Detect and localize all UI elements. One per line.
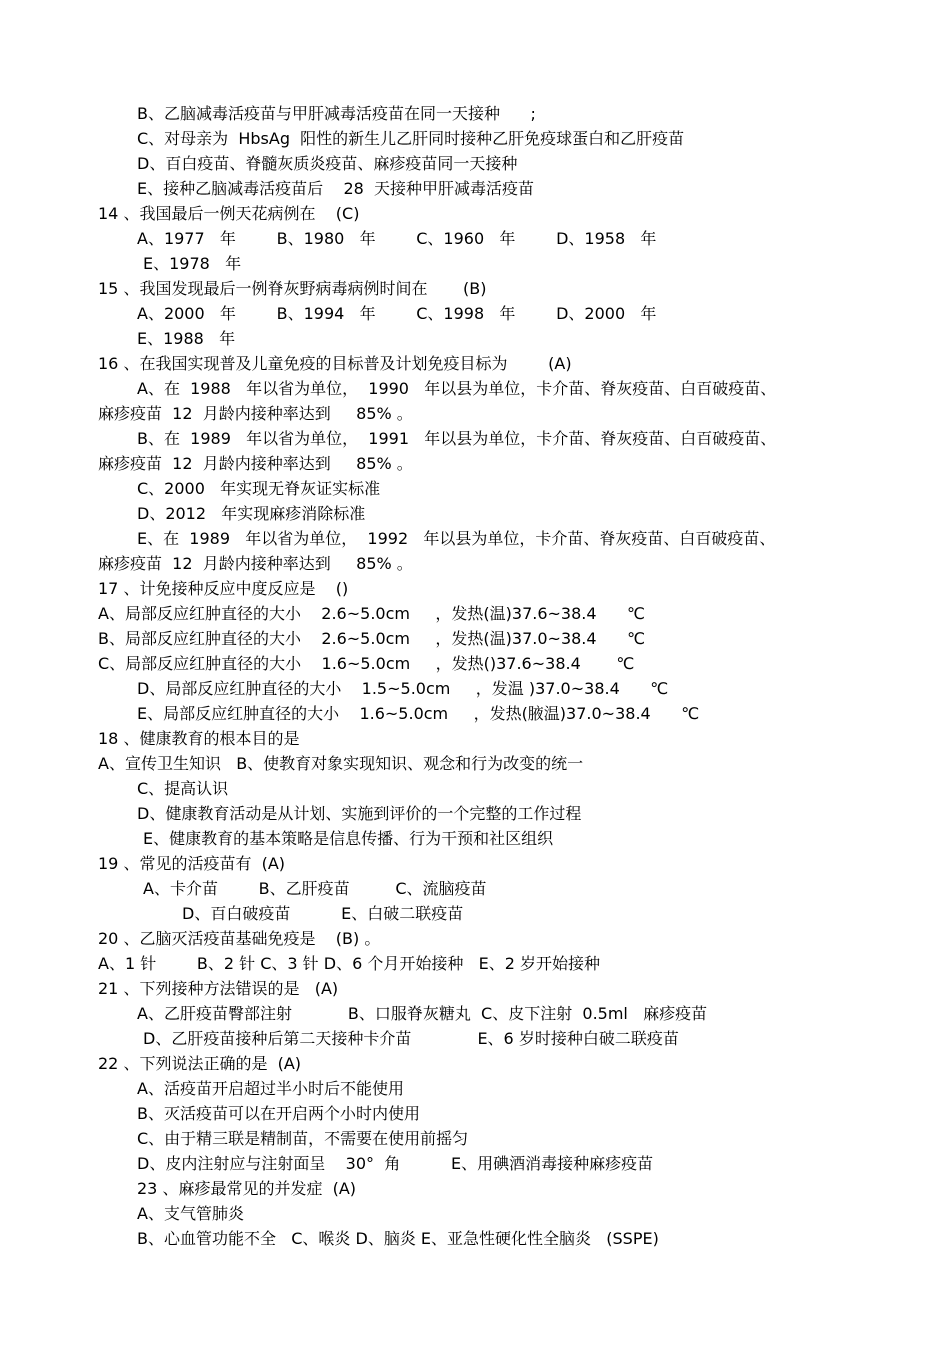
text-line: C、对母亲为 HbsAg 阳性的新生儿乙肝同时接种乙肝免疫球蛋白和乙肝疫苗 xyxy=(137,129,685,148)
question-heading: 16 、在我国实现普及儿童免疫的目标普及计划免疫目标为 (A) xyxy=(98,354,572,373)
question-heading: 20 、乙脑灭活疫苗基础免疫是 (B) 。 xyxy=(98,929,381,948)
text-line: B、在 1989 年以省为单位， 1991 年以县为单位，卡介苗、脊灰疫苗、白百破疫苗、 xyxy=(137,429,777,448)
text-line: A、1 针 B、2 针 C、3 针 D、6 个月开始接种 E、2 岁开始接种 xyxy=(98,954,600,973)
text-line: A、在 1988 年以省为单位， 1990 年以县为单位，卡介苗、脊灰疫苗、白百破疫苗、 xyxy=(137,379,777,398)
text-line: 麻疹疫苗 12 月龄内接种率达到 85% 。 xyxy=(98,554,413,573)
text-line: E、在 1989 年以省为单位， 1992 年以县为单位，卡介苗、脊灰疫苗、白百破疫苗、 xyxy=(137,529,776,548)
question-heading: 14 、我国最后一例天花病例在 (C) xyxy=(98,204,360,223)
text-line: E、健康教育的基本策略是信息传播、行为干预和社区组织 xyxy=(143,829,554,848)
text-line: E、局部反应红肿直径的大小 1.6~5.0cm ，发热(腋温)37.0~38.4 ℃ xyxy=(137,704,700,723)
text-line: B、乙脑减毒活疫苗与甲肝减毒活疫苗在同一天接种 ; xyxy=(137,104,536,123)
text-line: E、1988 年 xyxy=(137,329,236,348)
text-line: B、心血管功能不全 C、喉炎 D、脑炎 E、亚急性硬化性全脑炎 (SSPE) xyxy=(137,1229,659,1248)
text-line: D、乙肝疫苗接种后第二天接种卡介苗 E、6 岁时接种白破二联疫苗 xyxy=(143,1029,679,1048)
text-line: C、2000 年实现无脊灰证实标准 xyxy=(137,479,381,498)
text-line: A、活疫苗开启超过半小时后不能使用 xyxy=(137,1079,404,1098)
text-line: A、局部反应红肿直径的大小 2.6~5.0cm ，发热(温)37.6~38.4 ℃ xyxy=(98,604,646,623)
text-line: A、1977 年 B、1980 年 C、1960 年 D、1958 年 xyxy=(137,229,657,248)
question-heading: 23 、麻疹最常见的并发症 (A) xyxy=(137,1179,357,1198)
text-line: C、提高认识 xyxy=(137,779,229,798)
text-line: A、宣传卫生知识 B、使教育对象实现知识、观念和行为改变的统一 xyxy=(98,754,584,773)
question-heading: 17 、计免接种反应中度反应是 () xyxy=(98,579,349,598)
text-line: D、局部反应红肿直径的大小 1.5~5.0cm ，发温 )37.0~38.4 ℃ xyxy=(137,679,669,698)
text-line: 麻疹疫苗 12 月龄内接种率达到 85% 。 xyxy=(98,454,413,473)
text-line: D、百白疫苗、脊髓灰质炎疫苗、麻疹疫苗同一天接种 xyxy=(137,154,518,173)
question-heading: 19 、常见的活疫苗有 (A) xyxy=(98,854,286,873)
text-line: D、百白破疫苗 E、白破二联疫苗 xyxy=(182,904,464,923)
question-heading: 15 、我国发现最后一例脊灰野病毒病例时间在 (B) xyxy=(98,279,487,298)
text-line: C、局部反应红肿直径的大小 1.6~5.0cm ，发热()37.6~38.4 ℃ xyxy=(98,654,635,673)
text-line: C、由于精三联是精制苗，不需要在使用前摇匀 xyxy=(137,1129,469,1148)
question-heading: 22 、下列说法正确的是 (A) xyxy=(98,1054,302,1073)
text-line: D、健康教育活动是从计划、实施到评价的一个完整的工作过程 xyxy=(137,804,582,823)
text-line: 麻疹疫苗 12 月龄内接种率达到 85% 。 xyxy=(98,404,413,423)
question-heading: 21 、下列接种方法错误的是 (A) xyxy=(98,979,339,998)
text-line: A、支气管肺炎 xyxy=(137,1204,244,1223)
text-line: D、皮内注射应与注射面呈 30° 角 E、用碘酒消毒接种麻疹疫苗 xyxy=(137,1154,654,1173)
text-line: A、卡介苗 B、乙肝疫苗 C、流脑疫苗 xyxy=(143,879,487,898)
text-line: B、灭活疫苗可以在开启两个小时内使用 xyxy=(137,1104,420,1123)
question-heading: 18 、健康教育的根本目的是 xyxy=(98,729,300,748)
text-line: A、2000 年 B、1994 年 C、1998 年 D、2000 年 xyxy=(137,304,657,323)
text-line: E、1978 年 xyxy=(143,254,242,273)
text-line: B、局部反应红肿直径的大小 2.6~5.0cm ，发热(温)37.0~38.4 ℃ xyxy=(98,629,646,648)
text-line: A、乙肝疫苗臀部注射 B、口服脊灰糖丸 C、皮下注射 0.5ml 麻疹疫苗 xyxy=(137,1004,708,1023)
text-line: D、2012 年实现麻疹消除标准 xyxy=(137,504,366,523)
text-line: E、接种乙脑减毒活疫苗后 28 天接种甲肝减毒活疫苗 xyxy=(137,179,534,198)
